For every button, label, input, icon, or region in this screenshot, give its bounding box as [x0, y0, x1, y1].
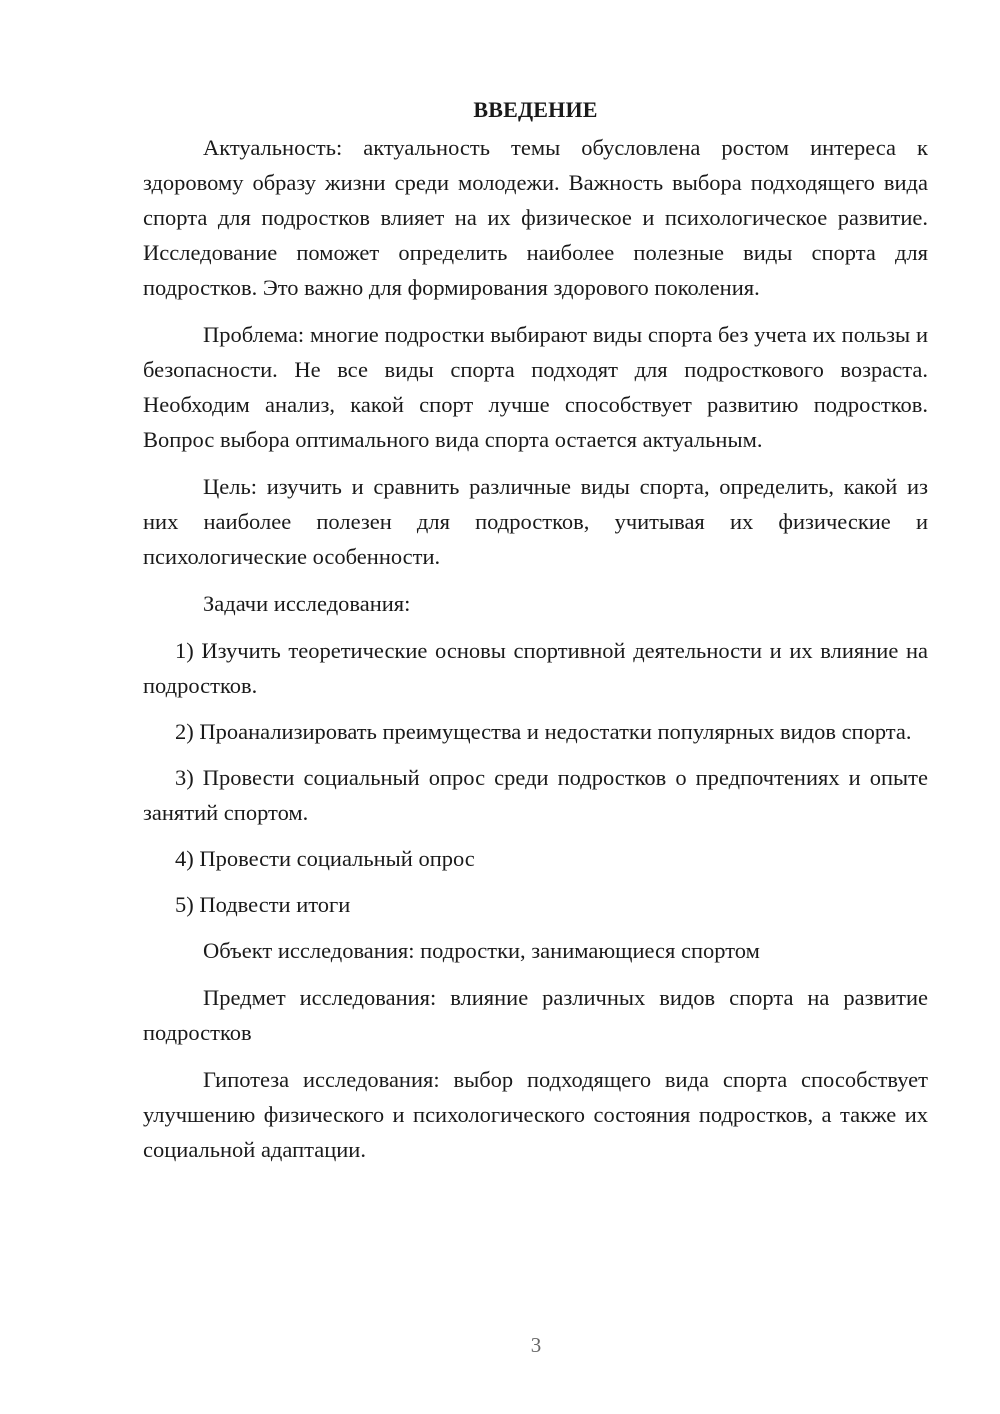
problem-paragraph: Проблема: многие подростки выбирают виды спорта без учета их пользы и безопасности. Не все виды спорта подходят для подросткового возраста. Необходим анализ, какой спорт лучше способствует развитию подростков. Вопрос выбора оптимального вида спорта остается актуальным. [143, 322, 928, 452]
list-item: 2) Проанализировать преимущества и недостатки популярных видов спорта. [175, 719, 912, 744]
page-title: ВВЕДЕНИЕ [473, 97, 598, 122]
list-item: 1) Изучить теоретические основы спортивной деятельности и их влияние на подростков. [143, 638, 928, 698]
hypothesis-paragraph: Гипотеза исследования: выбор подходящего вида спорта способствует улучшению физического и психологического состояния подростков, а также их социальной адаптации. [143, 1067, 928, 1162]
relevance-paragraph: Актуальность: актуальность темы обусловлена ростом интереса к здоровому образу жизни среди молодежи. Важность выбора подходящего вида спорта для подростков влияет на их физическое и психологическое развитие. Исследование поможет определить наиболее полезные виды спорта для подростков. Это важно для формирования здорового поколения. [143, 135, 928, 300]
list-item: 3) Провести социальный опрос среди подростков о предпочтениях и опыте занятий спортом. [143, 765, 928, 825]
object-paragraph: Объект исследования: подростки, занимающиеся спортом [203, 938, 760, 963]
tasks-list [143, 633, 928, 922]
list-item: 4) Провести социальный опрос [175, 846, 475, 871]
page-number: 3 [530, 1333, 542, 1357]
page-body [143, 92, 928, 1179]
tasks-intro: Задачи исследования: [203, 591, 411, 616]
list-item: 5) Подвести итоги [175, 892, 351, 917]
subject-paragraph: Предмет исследования: влияние различных видов спорта на развитие подростков [143, 985, 928, 1045]
goal-paragraph: Цель: изучить и сравнить различные виды спорта, определить, какой из них наиболее полезен для подростков, учитывая их физические и психологические особенности. [143, 474, 928, 569]
